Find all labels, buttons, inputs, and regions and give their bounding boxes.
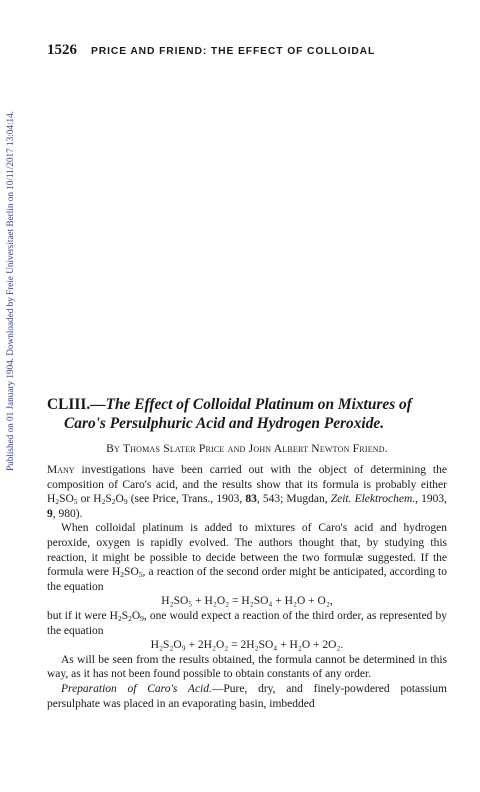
equation-2: H₂S₂O₉ + 2H₂O₂ = 2H₂SO₄ + H₂O + 2O₂. <box>150 639 344 652</box>
subscript: 2 <box>101 497 106 507</box>
text-run: S <box>121 609 129 622</box>
equation-1: H₂SO₅ + H₂O₂ = H₂SO₄ + H₂O + O₂, <box>161 595 333 608</box>
text-run: O <box>131 609 141 622</box>
download-stamp-text: Published on 01 January 1904. Downloaded by Freie Universitaet Berlin on 10/11/2017 13:04:14. <box>5 111 15 471</box>
paragraph-1 <box>47 463 447 521</box>
article-title <box>47 395 447 433</box>
subscript: 9 <box>123 497 128 507</box>
title-line-2: Caro's Persulphuric Acid and Hydrogen Peroxide. <box>64 415 385 432</box>
running-head: PRICE AND FRIEND: THE EFFECT OF COLLOIDAL <box>91 46 376 57</box>
text-run: or H <box>77 493 102 506</box>
text-run: S <box>105 493 112 506</box>
article-number: CLIII. <box>47 396 91 413</box>
paragraph-3 <box>47 609 447 638</box>
subscript: 9 <box>140 613 144 623</box>
text-run: , one would expect a reaction of the third order, as represented by the equation <box>47 609 447 637</box>
download-stamp <box>3 56 17 526</box>
text-run: , 543; Mugdan, <box>256 493 331 506</box>
paragraph-4: As will be seen from the results obtained, the formula cannot be determined in this way, as it has not been found possible to obtain constants of any order. <box>47 653 447 681</box>
text-run: , a reaction of the second order might be anticipated, according to the equation <box>47 566 447 593</box>
text-run: When colloidal platinum is added to mixtures of Caro's acid and hydrogen peroxide, oxygen is rapidly evolved. The authors thought that, by studying this reaction, it might be possible to decide between the two formulæ suggested. If the formula were H <box>47 522 447 579</box>
paragraph-5 <box>47 682 447 711</box>
text-run: O <box>115 493 124 506</box>
volume-number: 83 <box>245 493 257 506</box>
text-run: SO <box>124 566 139 579</box>
article <box>47 395 447 711</box>
subscript: 2 <box>111 497 116 507</box>
text-run: —Pure, dry, and finely-powdered potassium persulphate was placed in an evaporating basin, imbedded <box>47 682 448 710</box>
subscript: 5 <box>138 570 143 580</box>
byline: By Thomas Slater Price and John Albert Newton Friend. <box>106 442 388 455</box>
subscript: 2 <box>128 613 132 623</box>
text-run: SO <box>59 493 74 506</box>
volume-number: 9 <box>47 507 53 520</box>
page-header <box>47 42 440 59</box>
text-run: , 1903, <box>415 493 448 506</box>
subscript: 2 <box>117 613 122 623</box>
section-heading: Preparation of Caro's Acid. <box>61 682 212 695</box>
subscript: 2 <box>120 570 125 580</box>
journal-name: Zeit. Elektrochem. <box>330 493 416 506</box>
paragraph-2 <box>47 521 447 594</box>
text-run: (see Price, Trans., 1903, <box>127 493 246 506</box>
subscript: 2 <box>55 497 60 507</box>
text-run: but if it were H <box>47 609 118 622</box>
page-number: 1526 <box>47 42 77 58</box>
text-run: , 980). <box>52 507 83 520</box>
text-run: investigations have been carried out with the object of determining the composition of Caro's acid, and the results show that its formula is probably either H <box>47 464 447 506</box>
subscript: 5 <box>73 497 78 507</box>
drop-word: Many <box>47 464 75 476</box>
title-line-1: —The Effect of Colloidal Platinum on Mixtures of <box>90 396 412 413</box>
